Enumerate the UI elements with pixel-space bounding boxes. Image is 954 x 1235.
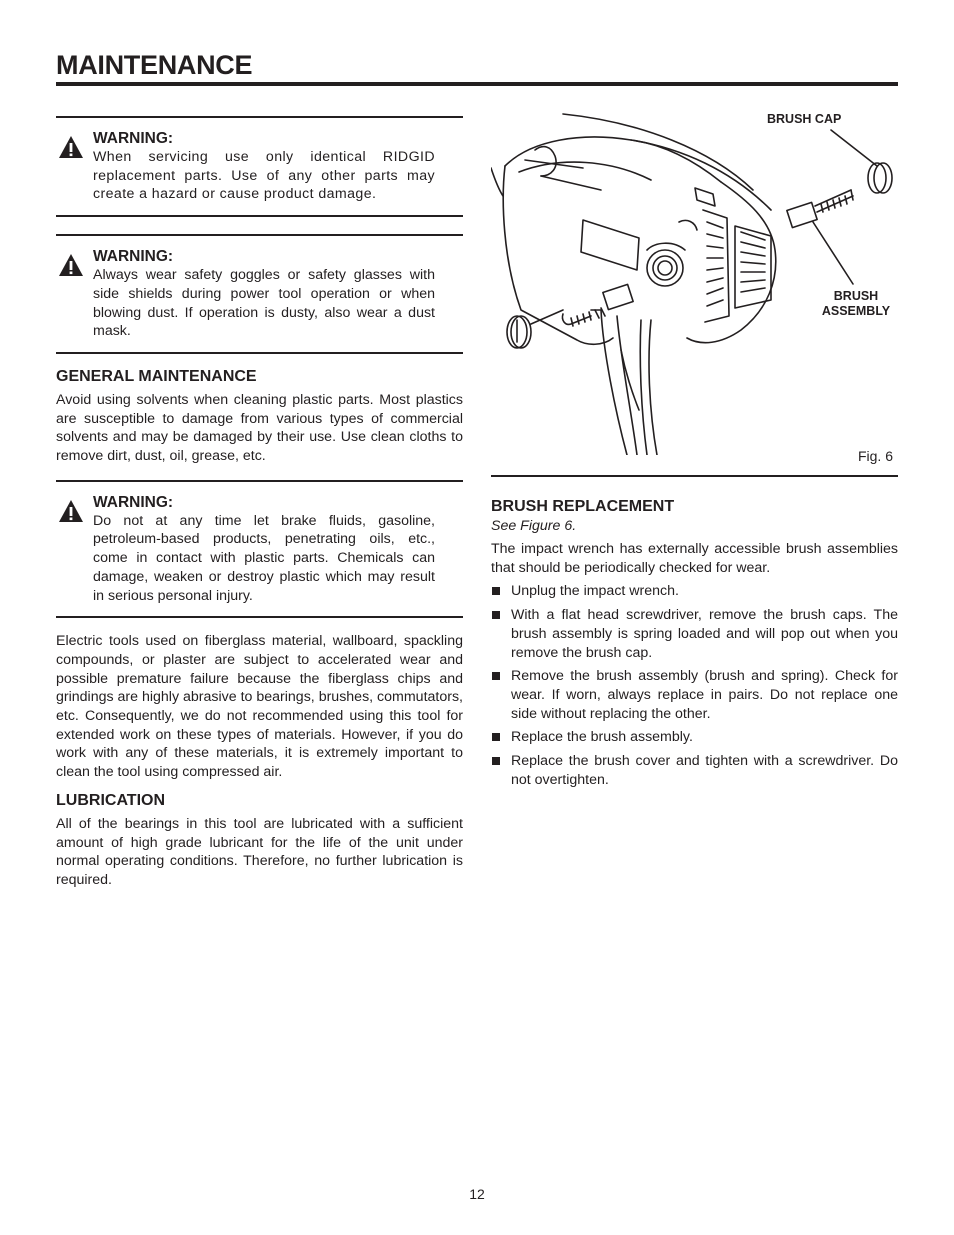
list-item: Replace the brush cover and tighten with a screwdriver. Do not overtighten. (491, 752, 898, 789)
brush-replacement-steps (491, 582, 898, 789)
list-item: Replace the brush assembly. (491, 728, 898, 747)
brush-replacement-heading: BRUSH REPLACEMENT (491, 498, 675, 515)
title-rule (56, 82, 898, 86)
warning-triangle-icon (58, 135, 84, 159)
bullet-square-icon (492, 611, 500, 619)
impact-wrench-illustration (491, 110, 898, 455)
warning-box-2 (56, 234, 463, 354)
label-brush-assembly: BRUSH ASSEMBLY (821, 289, 891, 318)
bullet-square-icon (492, 757, 500, 765)
left-column (56, 116, 463, 890)
warning-triangle-icon (58, 499, 84, 523)
see-figure-note: See Figure 6. (491, 518, 577, 534)
page-number: 12 (469, 1186, 485, 1202)
right-column (491, 110, 898, 794)
warning-title: WARNING: (93, 248, 174, 266)
figure-6 (491, 110, 898, 477)
general-maintenance-text: Avoid using solvents when cleaning plastic parts. Most plastics are susceptible to damage from various types of commercial solvents and may be damaged by their use. Use clean cloths to remove dirt, dust, oil, grease, etc. (56, 391, 463, 465)
warning-text: When servicing use only identical RIDGID replacement parts. Use of any other parts may create a hazard or cause product damage. (93, 149, 435, 203)
bullet-square-icon (492, 733, 500, 741)
general-maintenance-heading: GENERAL MAINTENANCE (56, 367, 257, 385)
warning-box-3 (56, 480, 463, 619)
lubrication-text: All of the bearings in this tool are lubricated with a sufficient amount of high grade lubricant for the life of the unit under normal operating conditions. Therefore, no further lubrication is required. (56, 815, 463, 888)
label-brush-cap: BRUSH CAP (767, 112, 842, 126)
figure-caption: Fig. 6 (857, 448, 893, 464)
warning-title: WARNING: (93, 130, 174, 147)
warning-title: WARNING: (93, 493, 174, 511)
warning-box-1 (56, 116, 463, 217)
list-item: With a flat head screwdriver, remove the brush caps. The brush assembly is spring loaded and will pop out when you remove the brush cap. (491, 606, 898, 662)
list-item: Remove the brush assembly (brush and spring). Check for wear. If worn, always replace in pairs. Do not replace one side without replacing the other. (491, 667, 898, 723)
fiberglass-text: Electric tools used on fiberglass material, wallboard, spackling compounds, or plaster are subject to accelerated wear and possible premature failure because the fiberglass chips and grindings are highly abrasive to bearings, brushes, commutators, etc. Consequently, we do not recommended using this tool for extended work on these types of materials. However, if you do work with any of these materials, it is extremely important to clean the tool using compressed air. (56, 633, 463, 781)
warning-text: Do not at any time let brake fluids, gasoline, petroleum-based products, penetrating oils, etc., come in contact with plastic parts. Chemicals can damage, weaken or destroy plastic which may result in serious personal injury. (93, 512, 435, 604)
brush-replacement-intro: The impact wrench has externally accessible brush assemblies that should be periodically checked for wear. (491, 541, 898, 576)
warning-text: Always wear safety goggles or safety glasses with side shields during power tool operation or when blowing dust. If operation is dusty, also wear a dust mask. (93, 267, 435, 340)
bullet-square-icon (492, 672, 500, 680)
bullet-square-icon (492, 587, 500, 595)
warning-triangle-icon (58, 253, 84, 277)
page-title: MAINTENANCE (56, 50, 253, 80)
lubrication-heading: LUBRICATION (56, 791, 166, 809)
list-item: Unplug the impact wrench. (491, 582, 898, 601)
